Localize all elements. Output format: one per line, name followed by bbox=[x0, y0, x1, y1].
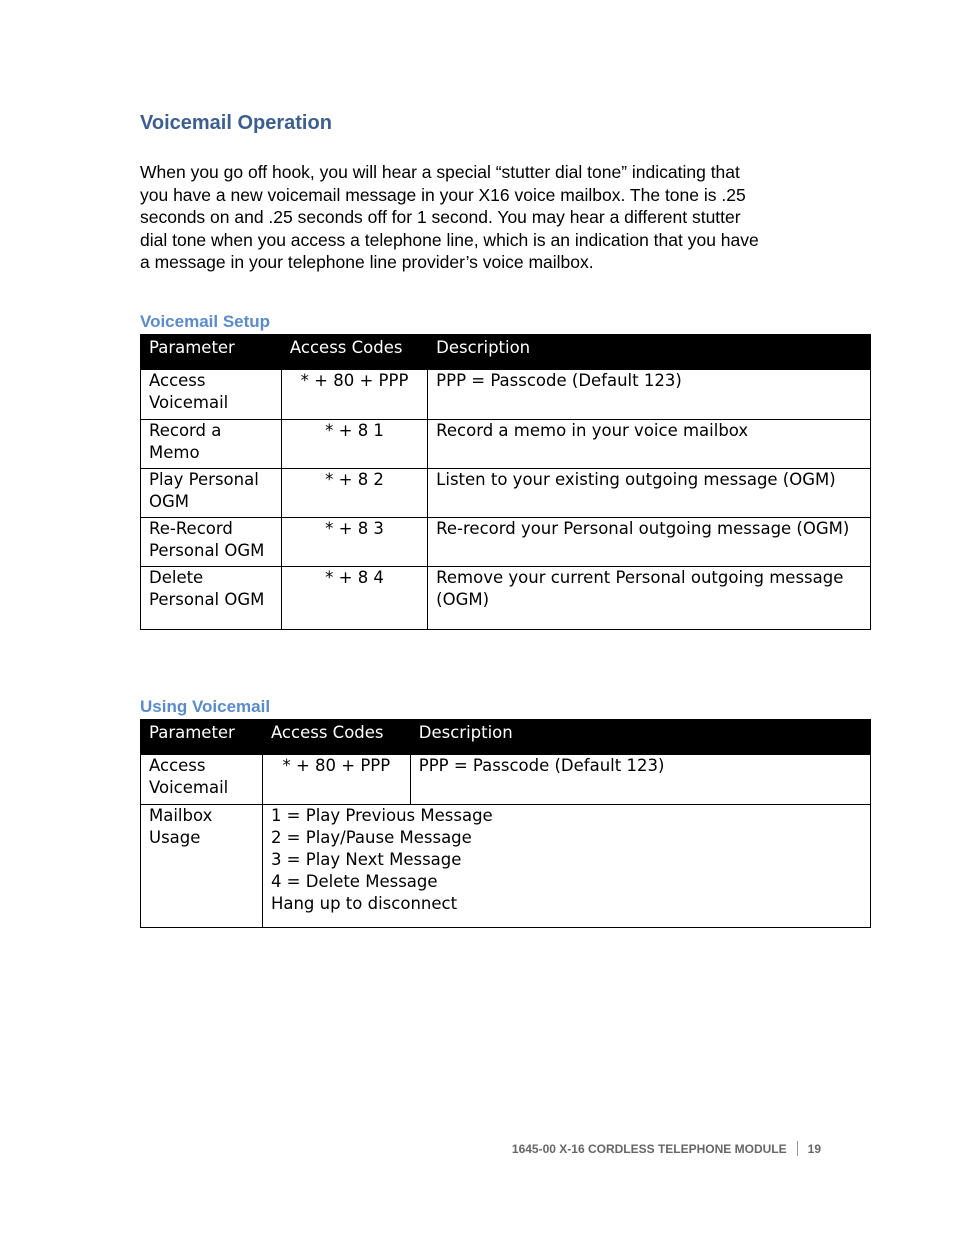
footer-divider bbox=[797, 1141, 798, 1156]
footer-page-number: 19 bbox=[807, 1141, 821, 1156]
description-cell: PPP = Passcode (Default 123) bbox=[428, 370, 871, 420]
parameter-cell bbox=[141, 469, 282, 518]
intro-line: dial tone when you access a telephone line, which is an indication that you have bbox=[140, 229, 759, 250]
parameter-text: Usage bbox=[149, 828, 201, 847]
intro-line: When you go off hook, you will hear a special “stutter dial tone” indicating that bbox=[140, 162, 740, 182]
mailbox-usage-line: 1 = Play Previous Message bbox=[270, 806, 493, 825]
table-row bbox=[141, 567, 871, 630]
parameter-text: Play Personal bbox=[149, 470, 259, 489]
header-description: Description bbox=[410, 720, 870, 755]
table-row bbox=[141, 518, 871, 567]
mailbox-usage-line: 3 = Play Next Message bbox=[270, 850, 462, 869]
description-cell: Record a memo in your voice mailbox bbox=[428, 420, 871, 469]
header-access-codes: Access Codes bbox=[281, 335, 427, 370]
header-parameter: Parameter bbox=[141, 720, 263, 755]
access-code-cell: * + 8 2 bbox=[281, 469, 427, 518]
parameter-text: Mailbox bbox=[149, 806, 213, 825]
using-voicemail-table bbox=[140, 719, 871, 928]
parameter-cell bbox=[141, 370, 282, 420]
description-cell: PPP = Passcode (Default 123) bbox=[410, 755, 870, 805]
intro-line: a message in your telephone line provider’s voice mailbox. bbox=[140, 252, 594, 272]
access-code-cell: * + 8 3 bbox=[281, 518, 427, 567]
table-row bbox=[141, 805, 871, 928]
header-parameter: Parameter bbox=[141, 335, 282, 370]
parameter-text: Voicemail bbox=[149, 393, 229, 412]
footer-document-title: 1645-00 X-16 CORDLESS TELEPHONE MODULE bbox=[511, 1141, 787, 1156]
table-row bbox=[141, 370, 871, 420]
parameter-cell bbox=[141, 805, 263, 928]
parameter-text: Re-Record bbox=[149, 519, 233, 538]
voicemail-setup-title: Voicemail Setup bbox=[140, 312, 271, 331]
parameter-cell bbox=[141, 518, 282, 567]
using-voicemail-title: Using Voicemail bbox=[140, 697, 271, 716]
table-header-row bbox=[141, 335, 871, 370]
access-code-cell: * + 80 + PPP bbox=[281, 370, 427, 420]
access-code-cell: * + 80 + PPP bbox=[262, 755, 410, 805]
intro-paragraph bbox=[140, 161, 820, 274]
access-code-cell: * + 8 1 bbox=[281, 420, 427, 469]
intro-line: you have a new voicemail message in your X16 voice mailbox. The tone is .25 bbox=[140, 184, 746, 205]
header-description: Description bbox=[428, 335, 871, 370]
parameter-cell bbox=[141, 755, 263, 805]
parameter-text: Personal OGM bbox=[149, 541, 265, 560]
table-row bbox=[141, 469, 871, 518]
intro-line: seconds on and .25 seconds off for 1 second. You may hear a different stutter bbox=[140, 207, 741, 227]
parameter-text: Access bbox=[149, 371, 206, 390]
table-header-row bbox=[141, 720, 871, 755]
access-code-cell: * + 8 4 bbox=[281, 567, 427, 630]
parameter-text: Voicemail bbox=[149, 778, 229, 797]
description-cell: Re-record your Personal outgoing message (OGM) bbox=[428, 518, 871, 567]
page-title: Voicemail Operation bbox=[140, 112, 332, 134]
parameter-text: OGM bbox=[149, 492, 190, 511]
table-row bbox=[141, 755, 871, 805]
page-footer bbox=[512, 1141, 821, 1156]
parameter-text: Access bbox=[149, 756, 206, 775]
mailbox-usage-line: Hang up to disconnect bbox=[270, 894, 458, 913]
parameter-text: Memo bbox=[149, 443, 200, 462]
table-row bbox=[141, 420, 871, 469]
parameter-text: Record a bbox=[149, 421, 222, 440]
mailbox-usage-line: 4 = Delete Message bbox=[270, 872, 438, 891]
header-access-codes: Access Codes bbox=[262, 720, 410, 755]
mailbox-usage-line: 2 = Play/Pause Message bbox=[270, 828, 472, 847]
description-text: (OGM) bbox=[436, 590, 490, 609]
parameter-text: Delete bbox=[149, 568, 204, 587]
parameter-cell bbox=[141, 420, 282, 469]
description-text: Remove your current Personal outgoing message bbox=[436, 568, 844, 587]
voicemail-setup-table bbox=[140, 334, 871, 630]
parameter-cell bbox=[141, 567, 282, 630]
description-cell bbox=[428, 567, 871, 630]
mailbox-usage-cell bbox=[262, 805, 870, 928]
description-cell: Listen to your existing outgoing message (OGM) bbox=[428, 469, 871, 518]
parameter-text: Personal OGM bbox=[149, 590, 265, 609]
